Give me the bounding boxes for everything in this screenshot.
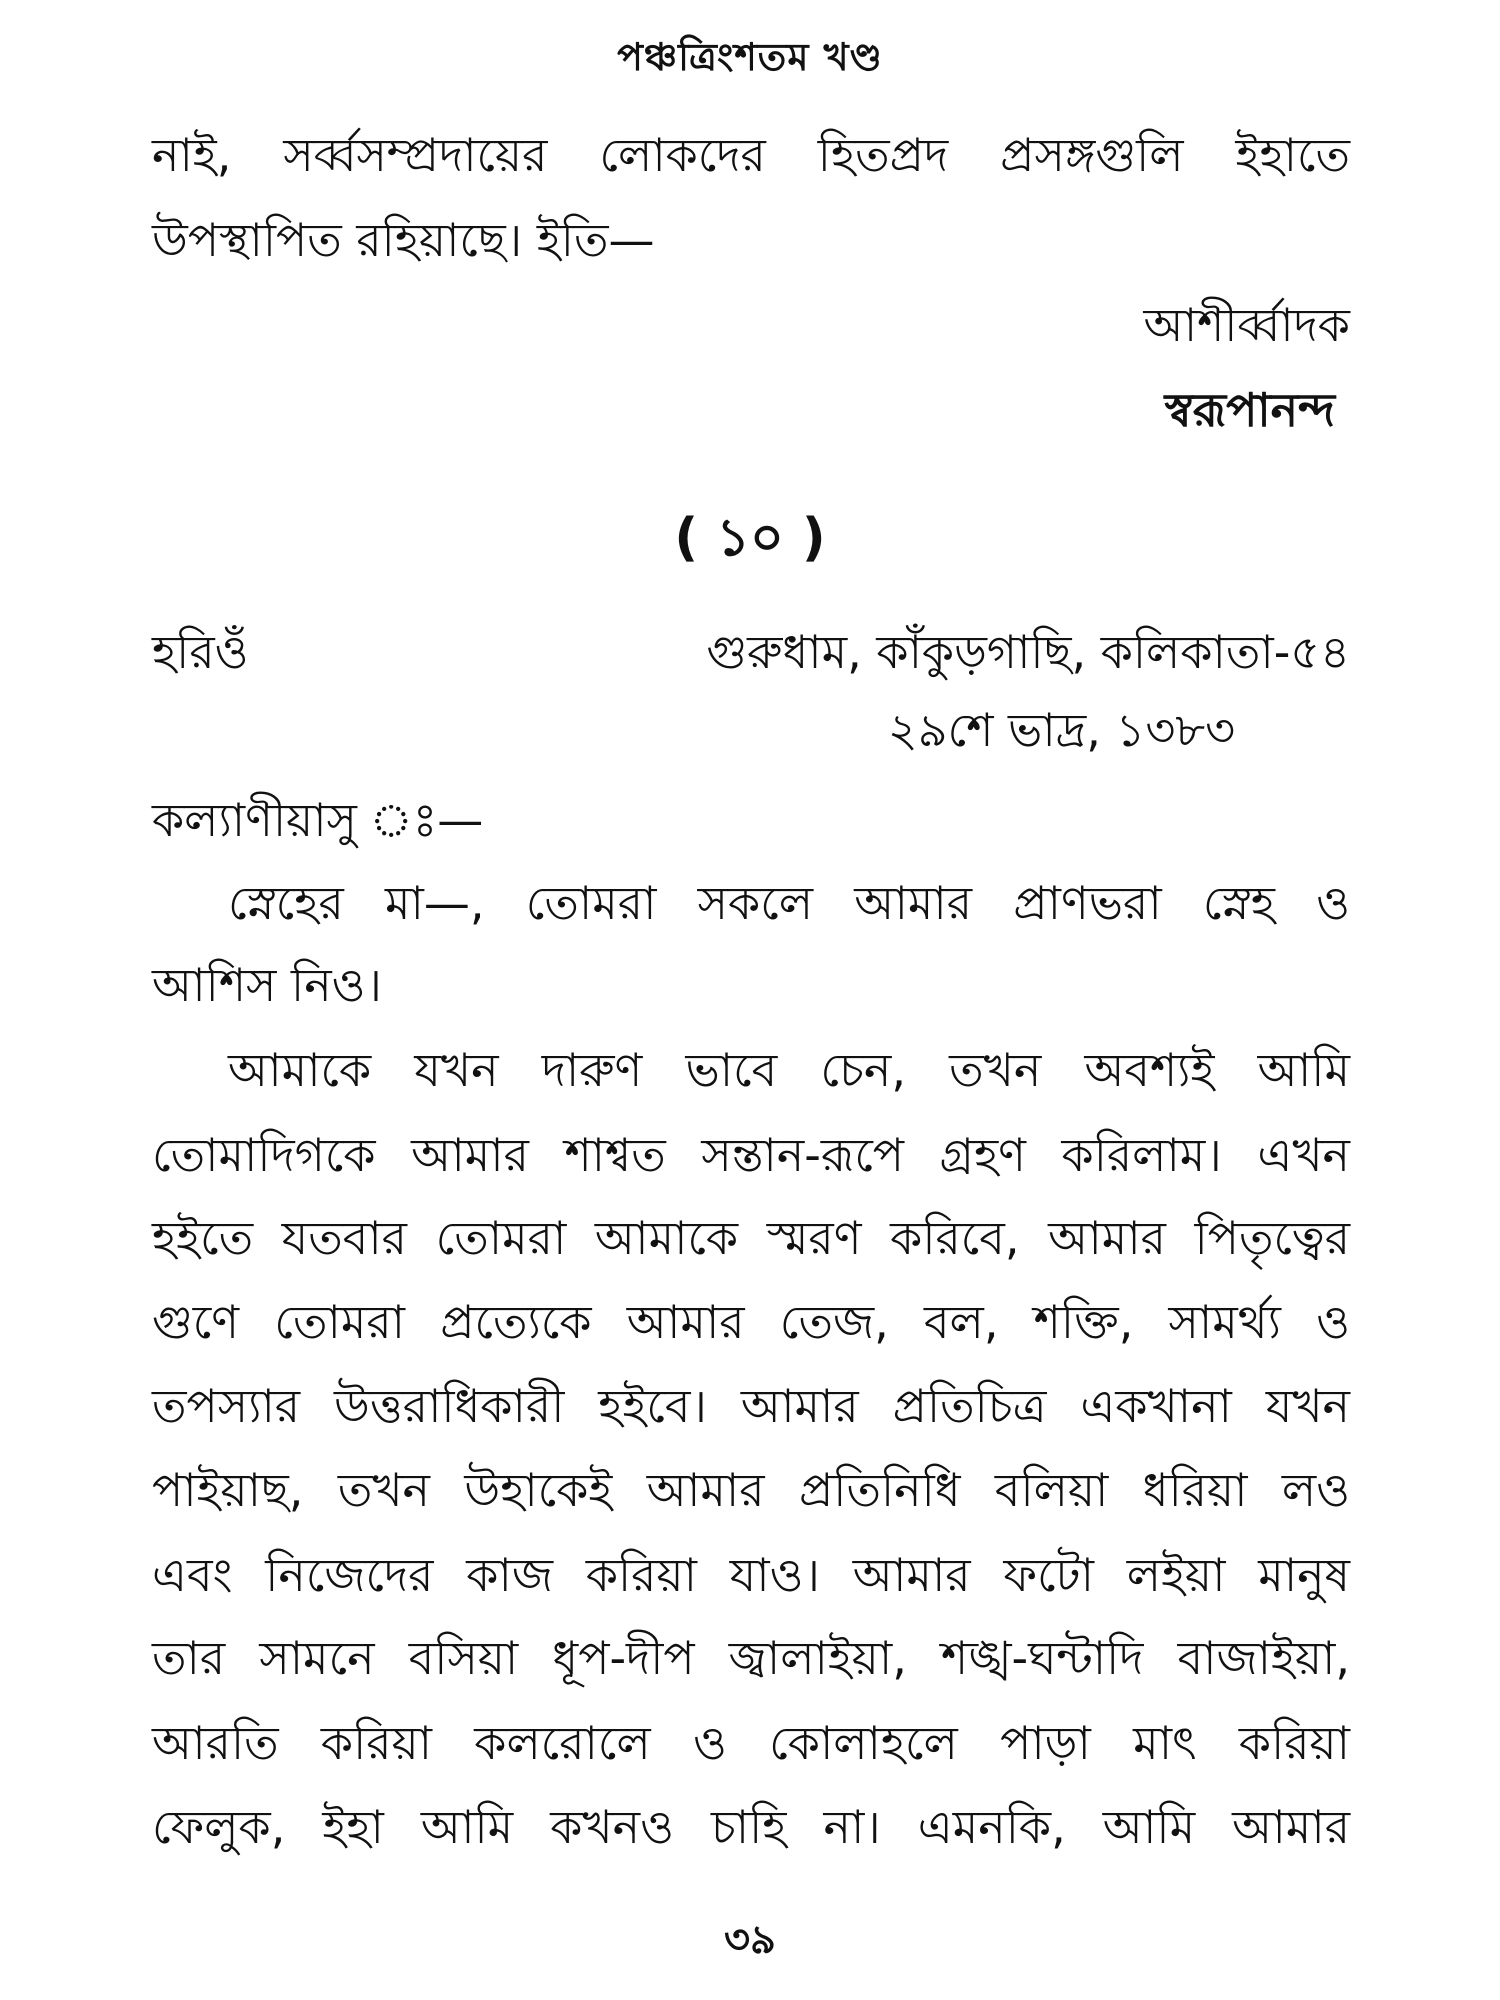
paragraph-2-line-4: গুণে তোমরা প্রত্যেকে আমার তেজ, বল, শক্তি, সামর্থ্য ও — [152, 1295, 1350, 1349]
paragraph-2-line-9: আরতি করিয়া কলরোলে ও কোলাহলে পাড়া মাৎ করিয়া — [152, 1716, 1350, 1770]
closing-blessing: আশীর্ব্বাদক — [1143, 298, 1350, 352]
salutation: কল্যাণীয়াসু ঃ— — [152, 793, 484, 847]
paragraph-2-line-2: তোমাদিগকে আমার শাশ্বত সন্তান-রূপে গ্রহণ করিলাম। এখন — [152, 1128, 1350, 1182]
paragraph-2-line-1: আমাকে যখন দারুণ ভাবে চেন, তখন অবশ্যই আমি — [228, 1043, 1350, 1097]
letter-date: ২৯শে ভাদ্র, ১৩৮৩ — [887, 703, 1235, 757]
paragraph-2-line-10: ফেলুক, ইহা আমি কখনও চাহি না। এমনকি, আমি আমার — [152, 1800, 1350, 1854]
paragraph-2-line-5: তপস্যার উত্তরাধিকারী হইবে। আমার প্রতিচিত্র একখানা যখন — [152, 1379, 1350, 1433]
letter-address: গুরুধাম, কাঁকুড়গাছি, কলিকাতা-৫৪ — [706, 625, 1350, 679]
paragraph-2-line-8: তার সামনে বসিয়া ধূপ-দীপ জ্বালাইয়া, শঙ্খ-ঘন্টাদি বাজাইয়া, — [152, 1631, 1350, 1685]
running-head: পঞ্চত্রিংশতম খণ্ড — [617, 35, 883, 79]
paragraph-1-line-1: স্নেহের মা—, তোমরা সকলে আমার প্রাণভরা স্নেহ ও — [228, 876, 1350, 930]
page-number: ৩৯ — [724, 1917, 776, 1963]
invocation: হরিওঁ — [152, 625, 249, 679]
prev-letter-line-1: নাই, সর্ব্বসম্প্রদায়ের লোকদের হিতপ্রদ প্রসঙ্গগুলি ইহাতে — [152, 128, 1350, 182]
prev-letter-line-2: উপস্থাপিত রহিয়াছে। ইতি— — [152, 213, 655, 267]
paragraph-1-line-2: আশিস নিও। — [152, 958, 382, 1012]
letter-number: ( ১০ ) — [674, 508, 826, 568]
paragraph-2-line-6: পাইয়াছ, তখন উহাকেই আমার প্রতিনিধি বলিয়া ধরিয়া লও — [152, 1463, 1350, 1517]
paragraph-2-line-7: এবং নিজেদের কাজ করিয়া যাও। আমার ফটো লইয়া মানুষ — [152, 1548, 1350, 1602]
signature: স্বরূপানন্দ — [1164, 383, 1335, 437]
paragraph-2-line-3: হইতে যতবার তোমরা আমাকে স্মরণ করিবে, আমার পিতৃত্বের — [152, 1211, 1350, 1265]
